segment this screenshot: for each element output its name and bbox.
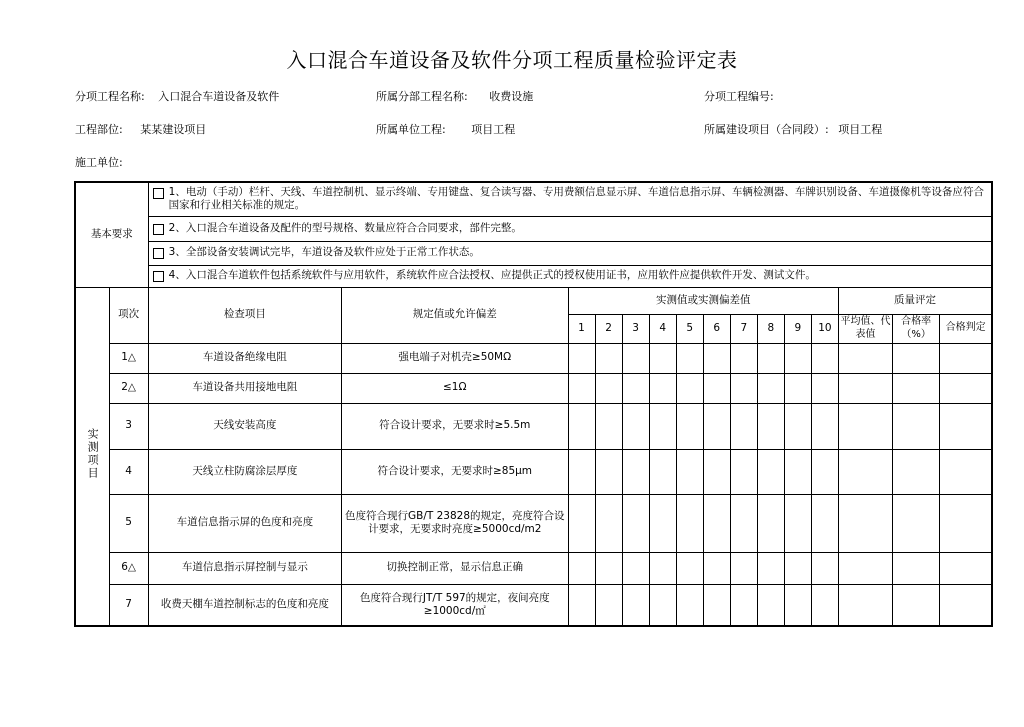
value-cell[interactable]: [730, 449, 757, 494]
checkbox-icon[interactable]: [153, 224, 164, 235]
value-cell[interactable]: [757, 449, 784, 494]
value-cell[interactable]: [811, 449, 838, 494]
value-cell[interactable]: [595, 494, 622, 552]
avg-cell[interactable]: [838, 403, 892, 449]
value-cell[interactable]: [676, 552, 703, 584]
value-cell[interactable]: [568, 373, 595, 403]
header-col-1: 1: [568, 314, 595, 343]
value-cell[interactable]: [568, 449, 595, 494]
header-measured-values: 实测值或实测偏差值: [568, 287, 838, 314]
value-cell[interactable]: [703, 403, 730, 449]
row-spec: 色度符合现行JT/T 597的规定，夜间亮度≥1000cd/㎡: [342, 584, 568, 626]
value-cell[interactable]: [622, 552, 649, 584]
value-cell[interactable]: [568, 403, 595, 449]
value-cell[interactable]: [757, 343, 784, 373]
row-no: 4: [109, 449, 148, 494]
table-row: [75, 584, 992, 626]
header-pass-rate: 合格率（%）: [893, 314, 940, 343]
checkbox-icon[interactable]: [153, 271, 164, 282]
avg-cell[interactable]: [838, 494, 892, 552]
value-cell[interactable]: [784, 343, 811, 373]
row-spec: 符合设计要求，无要求时≥5.5m: [342, 403, 568, 449]
value-cell[interactable]: [622, 449, 649, 494]
header-item-no: 项次: [109, 287, 148, 343]
value-cell[interactable]: [703, 494, 730, 552]
header-col-3: 3: [622, 314, 649, 343]
info-value: 项目工程: [471, 123, 516, 136]
header-judge: 合格判定: [940, 314, 992, 343]
info-label: 分项工程编号:: [704, 90, 774, 103]
value-cell[interactable]: [595, 552, 622, 584]
value-cell[interactable]: [622, 403, 649, 449]
header-check-item: 检查项目: [148, 287, 341, 343]
row-no: 2△: [109, 373, 148, 403]
info-value: 项目工程: [838, 123, 883, 136]
requirement-2: 2、入口混合车道设备及配件的型号规格、数量应符合合同要求，部件完整。: [148, 216, 992, 241]
value-cell[interactable]: [784, 449, 811, 494]
row-spec: 强电端子对机壳≥50MΩ: [342, 343, 568, 373]
header-col-9: 9: [784, 314, 811, 343]
value-cell[interactable]: [730, 552, 757, 584]
header-col-6: 6: [703, 314, 730, 343]
value-cell[interactable]: [730, 373, 757, 403]
pass-rate-cell[interactable]: [893, 584, 940, 626]
row-item: 天线安装高度: [148, 403, 341, 449]
info-division-name: [376, 88, 533, 104]
row-spec: 符合设计要求，无要求时≥85μm: [342, 449, 568, 494]
value-cell[interactable]: [703, 552, 730, 584]
value-cell[interactable]: [568, 584, 595, 626]
requirement-3: 3、全部设备安装调试完毕，车道设备及软件应处于正常工作状态。: [148, 241, 992, 265]
value-cell[interactable]: [649, 403, 676, 449]
value-cell[interactable]: [811, 403, 838, 449]
table-row: [75, 343, 992, 373]
value-cell[interactable]: [622, 494, 649, 552]
value-cell[interactable]: [811, 584, 838, 626]
header-col-7: 7: [730, 314, 757, 343]
value-cell[interactable]: [811, 552, 838, 584]
value-cell[interactable]: [649, 494, 676, 552]
value-cell[interactable]: [703, 343, 730, 373]
row-no: 7: [109, 584, 148, 626]
value-cell[interactable]: [730, 584, 757, 626]
value-cell[interactable]: [595, 373, 622, 403]
value-cell[interactable]: [595, 403, 622, 449]
value-cell[interactable]: [568, 552, 595, 584]
pass-rate-cell[interactable]: [893, 343, 940, 373]
basic-requirements-label: 基本要求: [75, 182, 148, 287]
row-no: 6△: [109, 552, 148, 584]
info-value: 某某建设项目: [140, 123, 207, 136]
value-cell[interactable]: [676, 449, 703, 494]
row-spec: ≤1Ω: [342, 373, 568, 403]
value-cell[interactable]: [595, 584, 622, 626]
info-label: 所属建设项目（合同段）:: [704, 123, 829, 136]
avg-cell[interactable]: [838, 449, 892, 494]
value-cell[interactable]: [649, 552, 676, 584]
table-row: [75, 449, 992, 494]
row-item: 车道设备共用接地电阻: [148, 373, 341, 403]
value-cell[interactable]: [568, 343, 595, 373]
header-avg: 平均值、代表值: [838, 314, 892, 343]
value-cell[interactable]: [622, 373, 649, 403]
pass-rate-cell[interactable]: [893, 494, 940, 552]
requirement-4: 4、入口混合车道软件包括系统软件与应用软件，系统软件应合法授权、应提供正式的授权使用证书，应用软件应提供软件开发、测试文件。: [148, 265, 992, 287]
info-label: 所属单位工程:: [376, 123, 446, 136]
header-col-8: 8: [757, 314, 784, 343]
row-item: 车道信息指示屏的色度和亮度: [148, 494, 341, 552]
row-item: 车道信息指示屏控制与显示: [148, 552, 341, 584]
value-cell[interactable]: [703, 373, 730, 403]
checkbox-icon[interactable]: [153, 248, 164, 259]
measured-items-label: 实测项目: [75, 287, 109, 626]
table-row: [75, 403, 992, 449]
value-cell[interactable]: [649, 584, 676, 626]
checkbox-icon[interactable]: [153, 188, 164, 199]
header-col-5: 5: [676, 314, 703, 343]
value-cell[interactable]: [757, 373, 784, 403]
table-row: [75, 494, 992, 552]
value-cell[interactable]: [730, 403, 757, 449]
value-cell[interactable]: [784, 584, 811, 626]
value-cell[interactable]: [757, 494, 784, 552]
value-cell[interactable]: [811, 373, 838, 403]
value-cell[interactable]: [784, 403, 811, 449]
header-col-2: 2: [595, 314, 622, 343]
row-spec: 色度符合现行GB/T 23828的规定，亮度符合设计要求，无要求时亮度≥5000cd/m2: [342, 494, 568, 552]
value-cell[interactable]: [649, 343, 676, 373]
info-item-code: [704, 88, 774, 104]
value-cell[interactable]: [676, 373, 703, 403]
requirement-1: 1、电动（手动）栏杆、天线、车道控制机、显示终端、专用键盘、复合读写器、专用费额信息显示屏、车道信息指示屏、车辆检测器、车牌识别设备、车道摄像机等设备应符合国家和行业相关标准的规定。: [148, 182, 992, 216]
value-cell[interactable]: [784, 494, 811, 552]
value-cell[interactable]: [730, 343, 757, 373]
pass-rate-cell[interactable]: [893, 373, 940, 403]
judge-cell[interactable]: [940, 584, 992, 626]
info-unit-project: [376, 121, 515, 137]
value-cell[interactable]: [784, 373, 811, 403]
inspection-table: [74, 181, 993, 627]
value-cell[interactable]: [568, 494, 595, 552]
value-cell[interactable]: [676, 403, 703, 449]
info-construction-project: [704, 121, 882, 137]
judge-cell[interactable]: [940, 552, 992, 584]
info-value: 收费设施: [489, 90, 534, 103]
row-no: 1△: [109, 343, 148, 373]
row-spec: 切换控制正常，显示信息正确: [342, 552, 568, 584]
value-cell[interactable]: [676, 494, 703, 552]
header-col-4: 4: [649, 314, 676, 343]
value-cell[interactable]: [811, 494, 838, 552]
value-cell[interactable]: [757, 552, 784, 584]
value-cell[interactable]: [703, 449, 730, 494]
judge-cell[interactable]: [940, 403, 992, 449]
info-work-part: [75, 121, 206, 137]
value-cell[interactable]: [811, 343, 838, 373]
table-row: [75, 373, 992, 403]
judge-cell[interactable]: [940, 494, 992, 552]
avg-cell[interactable]: [838, 373, 892, 403]
avg-cell[interactable]: [838, 584, 892, 626]
row-no: 5: [109, 494, 148, 552]
info-label: 工程部位:: [75, 123, 123, 136]
table-row: [75, 552, 992, 584]
value-cell[interactable]: [730, 494, 757, 552]
pass-rate-cell[interactable]: [893, 449, 940, 494]
pass-rate-cell[interactable]: [893, 552, 940, 584]
header-col-10: 10: [811, 314, 838, 343]
value-cell[interactable]: [622, 343, 649, 373]
value-cell[interactable]: [676, 343, 703, 373]
header-quality: 质量评定: [838, 287, 992, 314]
value-cell[interactable]: [595, 449, 622, 494]
value-cell[interactable]: [595, 343, 622, 373]
info-label: 所属分部工程名称:: [376, 90, 468, 103]
avg-cell[interactable]: [838, 552, 892, 584]
pass-rate-cell[interactable]: [893, 403, 940, 449]
info-project-name: [75, 88, 279, 104]
row-item: 车道设备绝缘电阻: [148, 343, 341, 373]
value-cell[interactable]: [784, 552, 811, 584]
value-cell[interactable]: [649, 449, 676, 494]
value-cell[interactable]: [703, 584, 730, 626]
value-cell[interactable]: [649, 373, 676, 403]
row-no: 3: [109, 403, 148, 449]
page-title: 入口混合车道设备及软件分项工程质量检验评定表: [286, 48, 738, 72]
judge-cell[interactable]: [940, 449, 992, 494]
info-value: 入口混合车道设备及软件: [158, 90, 280, 103]
value-cell[interactable]: [622, 584, 649, 626]
info-contractor: [75, 154, 123, 170]
avg-cell[interactable]: [838, 343, 892, 373]
judge-cell[interactable]: [940, 343, 992, 373]
value-cell[interactable]: [676, 584, 703, 626]
row-item: 收费天棚车道控制标志的色度和亮度: [148, 584, 341, 626]
value-cell[interactable]: [757, 403, 784, 449]
info-label: 分项工程名称:: [75, 90, 145, 103]
header-spec: 规定值或允许偏差: [342, 287, 568, 343]
judge-cell[interactable]: [940, 373, 992, 403]
info-label: 施工单位:: [75, 156, 123, 169]
value-cell[interactable]: [757, 584, 784, 626]
row-item: 天线立柱防腐涂层厚度: [148, 449, 341, 494]
